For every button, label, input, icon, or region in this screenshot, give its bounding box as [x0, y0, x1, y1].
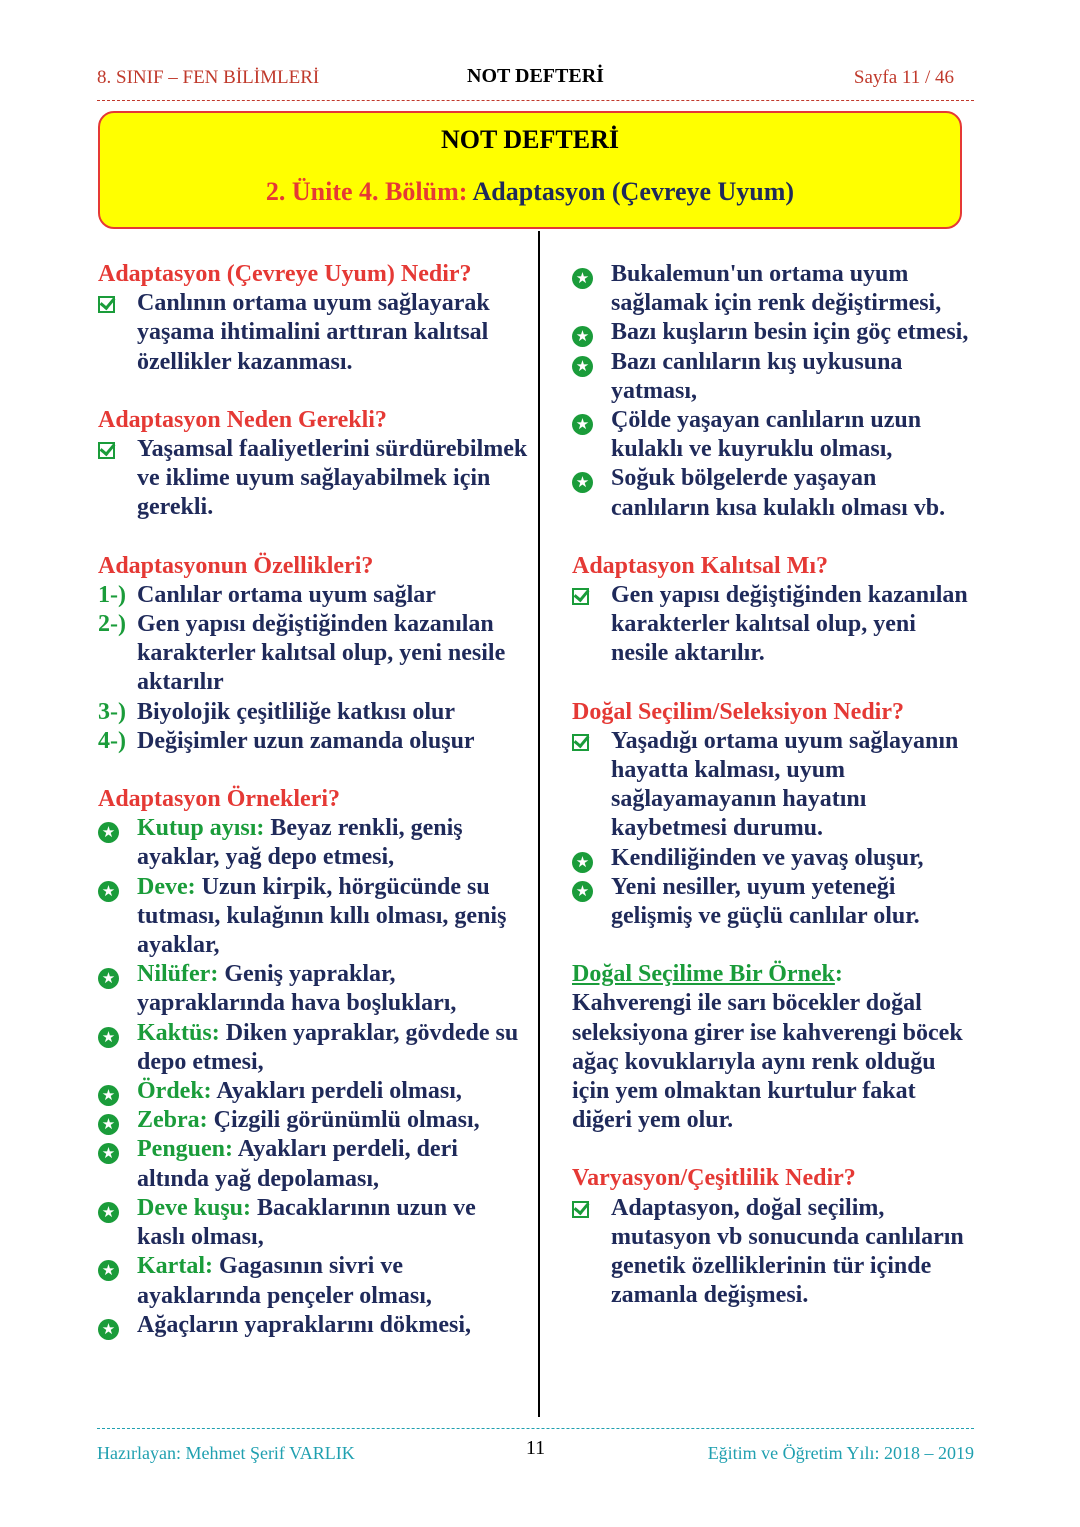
- section-heading: Doğal Seçilime Bir Örnek: [572, 961, 835, 988]
- list-item: [98, 1311, 528, 1340]
- item-text: Kendiliğinden ve yavaş oluşur,: [611, 844, 924, 871]
- star-icon: ★: [572, 326, 593, 347]
- star-icon: ★: [98, 1027, 119, 1048]
- footer-author: Hazırlayan: Mehmet Şerif VARLIK: [97, 1443, 355, 1463]
- item-label: Penguen:: [137, 1136, 233, 1163]
- list-item: [98, 1194, 528, 1252]
- right-column: [572, 260, 977, 1311]
- item-label: Zebra:: [137, 1107, 208, 1134]
- title-box: [98, 111, 962, 229]
- item-label: Nilüfer:: [137, 961, 219, 988]
- title-main: NOT DEFTERİ: [441, 125, 619, 154]
- list-item: [98, 1135, 528, 1193]
- item-label: Deve:: [137, 873, 196, 900]
- item-text: Gen yapısı değiştiğinden kazanılan karakterler kalıtsal olup, yeni nesile aktarılır.: [611, 582, 968, 667]
- list-item: [98, 873, 528, 961]
- list-item: [572, 581, 977, 669]
- item-text: Yaşadığı ortama uyum sağlayanın hayatta kalması, uyum sağlayamayanın hayatını kaybetmesi durumu.: [611, 727, 959, 842]
- list-item: [98, 289, 528, 377]
- item-text: Bazı kuşların besin için göç etmesi,: [611, 319, 969, 346]
- list-item: [572, 727, 977, 844]
- item-label: Ördek:: [137, 1078, 212, 1105]
- star-icon: ★: [98, 1143, 119, 1164]
- checkbox-icon: [572, 1201, 589, 1218]
- list-item: [572, 260, 977, 318]
- item-number: 3-): [98, 698, 126, 725]
- footer-page-number: 11: [525, 1437, 546, 1459]
- star-icon: ★: [98, 822, 119, 843]
- list-item: [98, 435, 528, 523]
- item-label: Kutup ayısı:: [137, 815, 265, 842]
- item-number: 1-): [98, 581, 126, 608]
- section-heading: Adaptasyon Örnekleri?: [98, 786, 341, 813]
- checkbox-icon: [98, 296, 115, 313]
- item-text: Gagasının sivri ve ayaklarında pençeler olması,: [137, 1253, 432, 1309]
- star-icon: ★: [572, 472, 593, 493]
- item-number: 4-): [98, 727, 126, 754]
- item-text: Çizgili görünümlü olması,: [213, 1107, 480, 1134]
- list-item: [98, 960, 528, 1018]
- item-text: Ayakları perdeli olması,: [216, 1078, 462, 1105]
- list-item: [572, 1194, 977, 1311]
- item-text: Yaşamsal faaliyetlerini sürdürebilmek ve iklime uyum sağlayabilmek için gerekli.: [137, 436, 528, 521]
- item-text: Bacaklarının uzun ve kaslı olması,: [137, 1194, 476, 1251]
- item-text: Diken yapraklar, gövdede su depo etmesi,: [137, 1019, 519, 1075]
- title-unit-label: 2. Ünite 4. Bölüm:: [265, 177, 468, 206]
- section-heading: Adaptasyon (Çevreye Uyum) Nedir?: [98, 261, 472, 287]
- heading-colon: :: [834, 961, 843, 988]
- star-icon: ★: [98, 881, 119, 902]
- item-text: Bukalemun'un ortama uyum sağlamak için renk değiştirmesi,: [611, 261, 942, 317]
- header-page-number: Sayfa 11 / 46: [853, 67, 954, 88]
- list-item: [572, 464, 977, 522]
- title-unit: [100, 177, 960, 207]
- section-heading: Adaptasyon Neden Gerekli?: [98, 406, 387, 433]
- numbered-item: [98, 610, 528, 698]
- item-text: Biyolojik çeşitliliğe katkısı olur: [137, 698, 456, 725]
- item-number: 2-): [98, 611, 126, 638]
- left-column: [98, 260, 528, 1340]
- star-icon: ★: [572, 852, 593, 873]
- item-text: Uzun kirpik, hörgücünde su tutması, kulağının kıllı olması, geniş ayaklar,: [137, 873, 507, 959]
- item-label: Kartal:: [137, 1253, 213, 1280]
- header-subject: 8. SINIF – FEN BİLİMLERİ: [97, 67, 320, 88]
- item-label: Deve kuşu:: [137, 1194, 252, 1221]
- numbered-item: [98, 698, 528, 727]
- star-icon: ★: [98, 1085, 119, 1106]
- list-item: [98, 1106, 528, 1135]
- item-text: Değişimler uzun zamanda oluşur: [137, 727, 475, 754]
- section-heading: Doğal Seçilim/Seleksiyon Nedir?: [572, 698, 904, 725]
- star-icon: ★: [98, 1260, 119, 1281]
- list-item: [572, 844, 977, 873]
- star-icon: ★: [572, 881, 593, 902]
- numbered-item: [98, 581, 528, 610]
- checkbox-icon: [98, 442, 115, 459]
- item-text: Gen yapısı değiştiğinden kazanılan karakterler kalıtsal olup, yeni nesile aktarılır: [137, 611, 506, 696]
- star-icon: ★: [572, 268, 593, 289]
- star-icon: ★: [98, 1114, 119, 1135]
- list-item: [572, 406, 977, 464]
- item-text: Soğuk bölgelerde yaşayan canlıların kısa kulaklı olması vb.: [611, 465, 946, 521]
- section-heading: Adaptasyon Kalıtsal Mı?: [572, 552, 829, 579]
- section-heading: Adaptasyonun Özellikleri?: [98, 552, 374, 579]
- checkbox-icon: [572, 734, 589, 751]
- section-heading-example: [572, 960, 977, 989]
- list-item: [98, 814, 528, 872]
- item-text: Canlının ortama uyum sağlayarak yaşama ihtimalini arttıran kalıtsal özellikler kazanması.: [137, 290, 490, 375]
- page-footer: [97, 1428, 974, 1469]
- page-header: [97, 62, 974, 101]
- title-topic: Adaptasyon (Çevreye Uyum): [472, 177, 795, 206]
- checkbox-icon: [572, 588, 589, 605]
- item-text: Çölde yaşayan canlıların uzun kulaklı ve kuyruklu olması,: [611, 407, 922, 463]
- star-icon: ★: [98, 1319, 119, 1340]
- list-item: [572, 348, 977, 406]
- paragraph: Kahverengi ile sarı böcekler doğal seleksiyona girer ise kahverengi böcek ağaç kovuklarıyla aynı renk olduğu için yem olmaktan kurtulur fakat diğeri yem olur.: [572, 990, 963, 1134]
- item-text: Canlılar ortama uyum sağlar: [137, 581, 436, 608]
- item-text: Yeni nesiller, uyum yeteneği gelişmiş ve güçlü canlılar olur.: [611, 873, 920, 930]
- list-item: [98, 1252, 528, 1310]
- numbered-item: [98, 727, 528, 756]
- header-title: NOT DEFTERİ: [467, 65, 604, 87]
- star-icon: ★: [98, 968, 119, 989]
- item-text: Beyaz renkli, geniş ayaklar, yağ depo etmesi,: [137, 815, 463, 871]
- star-icon: ★: [98, 1202, 119, 1223]
- item-label: Kaktüs:: [137, 1019, 220, 1046]
- star-icon: ★: [572, 414, 593, 435]
- list-item: [572, 873, 977, 931]
- list-item: [98, 1019, 528, 1077]
- item-text: Adaptasyon, doğal seçilim, mutasyon vb sonucunda canlıların genetik özelliklerinin tür içinde zamanla değişmesi.: [611, 1194, 964, 1309]
- item-text: Bazı canlıların kış uykusuna yatması,: [611, 348, 903, 404]
- list-item: [98, 1077, 528, 1106]
- item-text: Ağaçların yapraklarını dökmesi,: [137, 1311, 472, 1338]
- item-text: Geniş yapraklar, yapraklarında hava boşlukları,: [137, 961, 457, 1017]
- footer-year: Eğitim ve Öğretim Yılı: 2018 – 2019: [707, 1443, 974, 1463]
- list-item: [572, 318, 977, 347]
- item-text: Ayakları perdeli, deri altında yağ depolaması,: [137, 1136, 458, 1192]
- star-icon: ★: [572, 356, 593, 377]
- column-divider: [538, 231, 540, 1417]
- section-heading: Varyasyon/Çeşitlilik Nedir?: [572, 1165, 856, 1192]
